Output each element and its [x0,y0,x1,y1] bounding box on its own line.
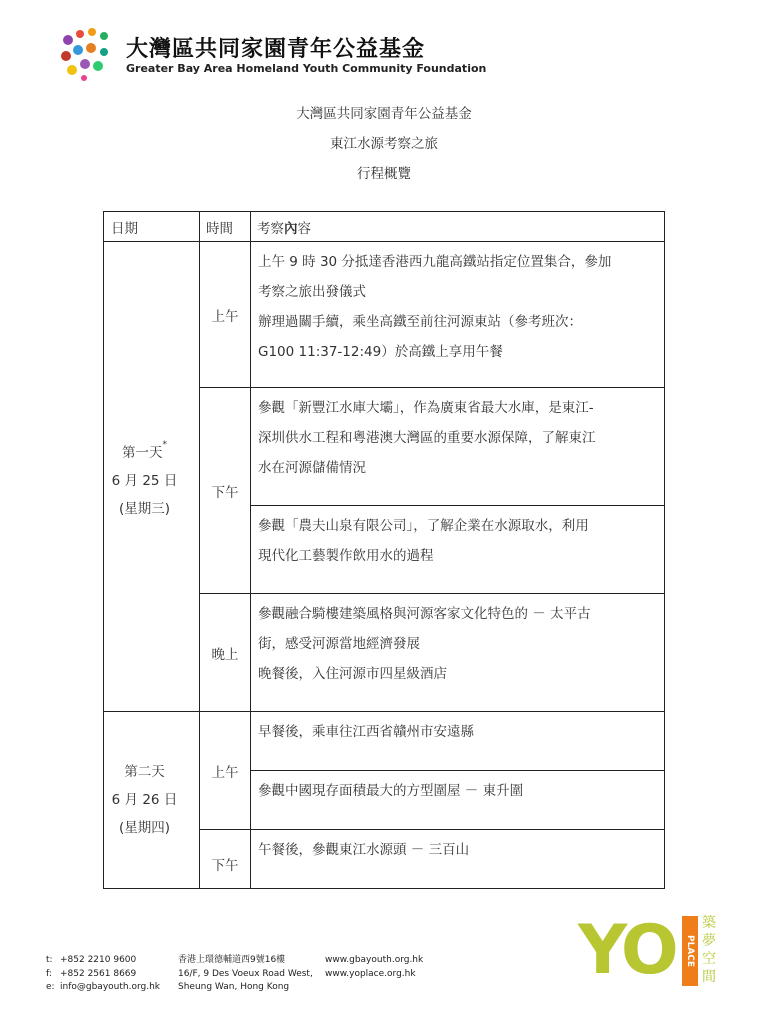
day1-morning-time: 上午 [200,242,251,388]
yo-logo-cn: 築 夢 空 間 [702,915,716,985]
day1-evening-content: 參觀融合騎樓建築風格與河源客家文化特色的 － 太平古 街，感受河源當地經濟發展 晚餐後，入住河源市四星級酒店 [251,594,665,712]
table-row [104,712,665,771]
table-row [104,242,665,388]
day1-weekday: (星期三) [118,500,171,517]
day1-afternoon-content-1: 參觀「新豐江水庫大壩」，作為廣東省最大水庫，是東江- 深圳供水工程和粵港澳大灣區的重要水源保障，了解東江 水在河源儲備情況 [251,388,665,506]
yo-place-logo [578,911,728,994]
header-date: 日期 [104,212,200,242]
day2-label: 第二天 [124,764,165,780]
day2-morning-content-2: 參觀中國現存面積最大的方型圍屋 － 東升圍 [251,771,665,830]
footer-websites [325,954,423,981]
itinerary-table [103,211,665,889]
butterfly-cluster-icon [58,26,116,82]
header-time: 時間 [200,212,251,242]
day2-cell [104,712,200,889]
heading-trip-title: 東江水源考察之旅 [330,136,438,152]
table-header-row [104,212,665,242]
foundation-logo [58,26,487,86]
day2-weekday: (星期四) [118,820,171,836]
day1-date: 6 月 25 日 [111,472,178,489]
fax-number: +852 2561 8669 [60,968,137,979]
day2-morning-time: 上午 [200,712,251,830]
footer-address: 香港上環德輔道西9號16樓 16/F, 9 Des Voeux Road West, Sheung Wan, Hong Kong [178,955,313,992]
day2-morning-content-1: 早餐後，乘車往江西省贛州市安遠縣 [251,712,665,771]
email-link[interactable]: info@gbayouth.org.hk [60,982,160,992]
logo-name-cn: 大灣區共同家園青年公益基金 [126,37,426,62]
heading-foundation: 大灣區共同家園青年公益基金 [296,106,472,122]
phone-number: +852 2210 9600 [60,955,137,965]
day1-label: 第一天 [122,444,163,461]
day1-afternoon-time: 下午 [200,388,251,594]
day1-morning-content: 上午 9 時 30 分抵達香港西九龍高鐵站指定位置集合，參加 考察之旅出發儀式 辦理過關手續，乘坐高鐵至前往河源東站（參考班次： G100 11:37-12:49）於高鐵上享用午餐 [251,242,665,388]
day2-afternoon-content: 午餐後，參觀東江水源頭 － 三百山 [251,830,665,889]
day2-afternoon-time: 下午 [200,830,251,889]
day1-evening-time: 晚上 [200,594,251,712]
day1-cell [104,242,200,712]
day2-date: 6 月 26 日 [111,792,178,808]
day1-afternoon-content-2: 參觀「農夫山泉有限公司」，了解企業在水源取水，利用 現代化工藝製作飲用水的過程 [251,506,665,594]
heading-overview: 行程概覽 [357,166,411,182]
day1-mark: * [162,439,167,450]
website-link-yoplace[interactable]: www.yoplace.org.hk [325,968,416,979]
header-content: 考察內容 [251,212,665,242]
website-link-gbayouth[interactable]: www.gbayouth.org.hk [325,955,424,965]
yo-logo-place: PLACE [682,916,698,986]
logo-name-en: Greater Bay Area Homeland Youth Community Foundation [126,62,487,75]
footer-contact: t: +852 2210 9600 f: +852 2561 8669 e: info@gbayouth.org.hk [46,954,160,995]
yo-logo-text: YO [578,911,675,990]
